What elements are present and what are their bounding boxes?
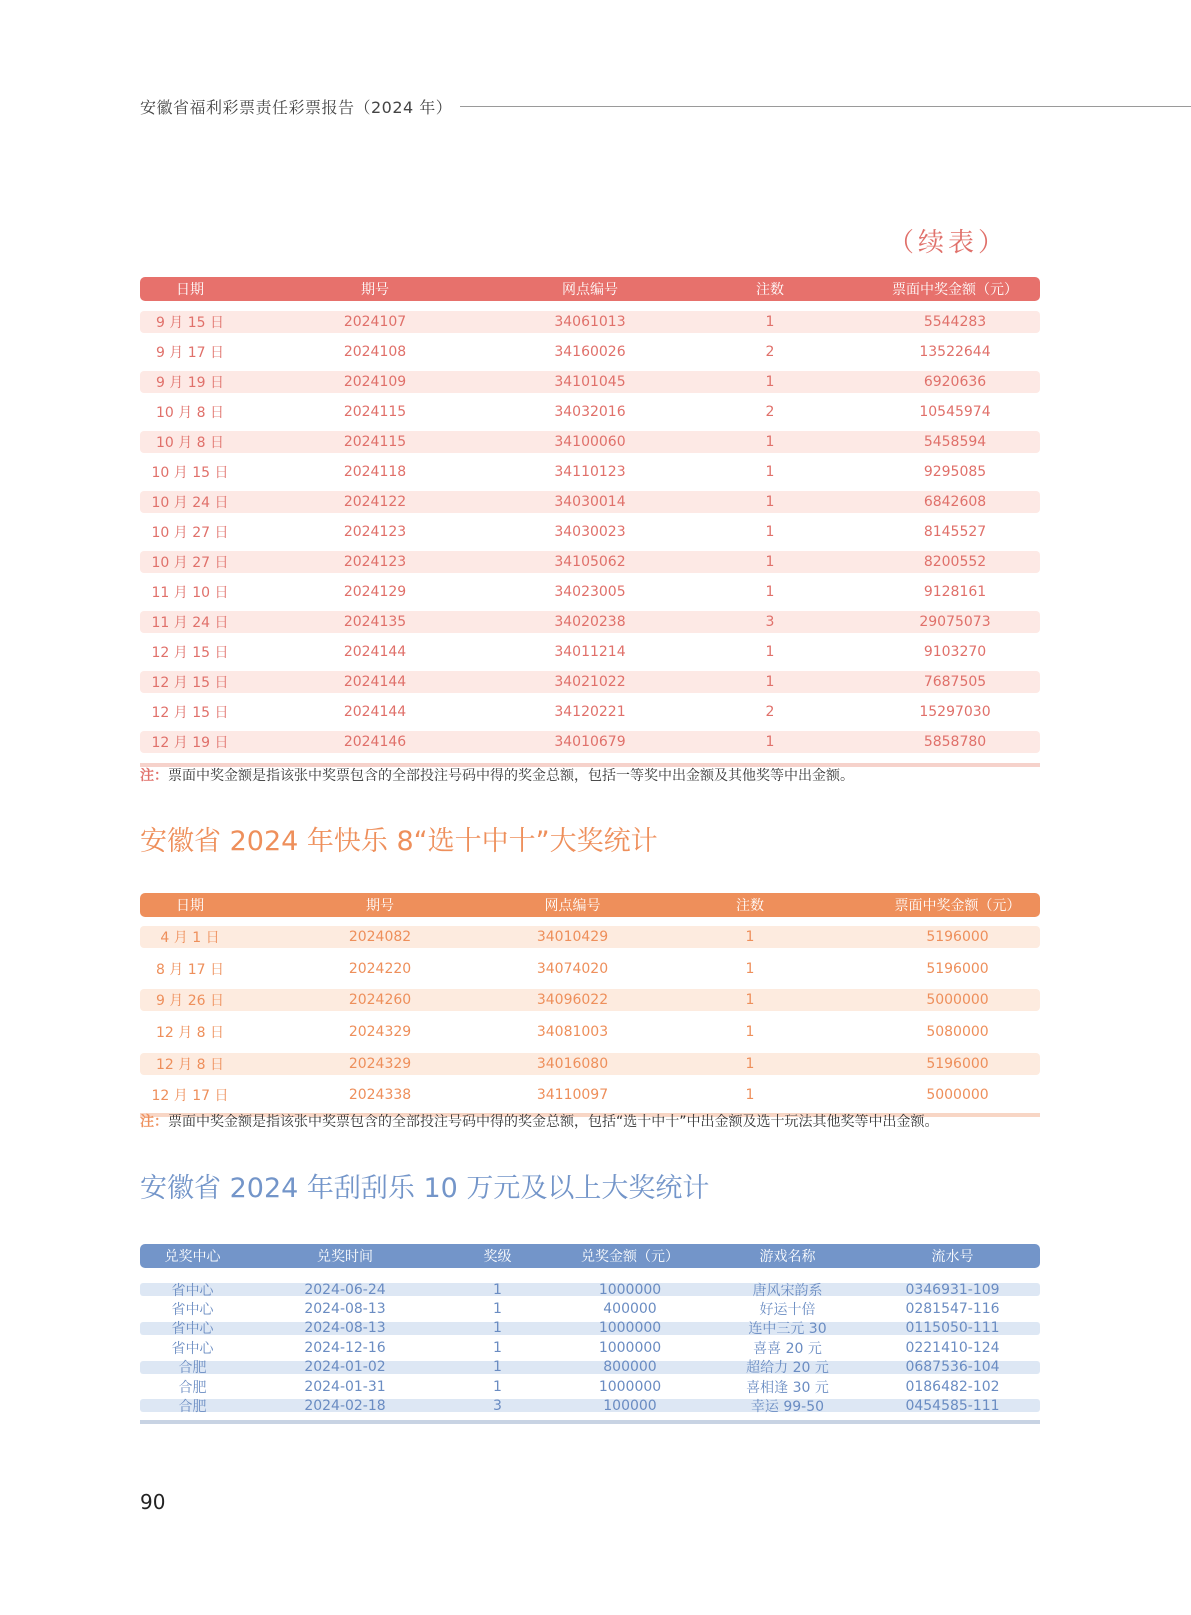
table-cell: 10545974 [919, 404, 991, 420]
table-cell: 8200552 [923, 554, 987, 570]
table-cell: 2024329 [348, 1055, 412, 1072]
table-row [140, 1016, 1040, 1048]
table-cell: 34021022 [554, 674, 626, 690]
table-cell: 34061013 [554, 314, 626, 330]
table-cell: 省中心 [171, 1282, 214, 1299]
table-cell: 10 月 8 日 [155, 435, 225, 451]
table-cell: 34160026 [554, 344, 626, 360]
table-row [140, 487, 1040, 517]
table-continued [140, 277, 1040, 767]
table-row [140, 697, 1040, 727]
table-kl8 [140, 893, 1040, 1117]
table-cell: 1 [493, 1320, 502, 1337]
table-cell: 省中心 [171, 1321, 214, 1338]
table-cell: 2024-01-02 [304, 1359, 386, 1376]
table-body [140, 301, 1040, 757]
table-row [140, 1396, 1040, 1415]
table-cell: 2024144 [343, 704, 407, 720]
table-header [140, 277, 1040, 301]
table-cell: 11 月 24 日 [151, 615, 229, 631]
table-cell: 12 月 15 日 [151, 645, 229, 661]
table-cell: 11 月 10 日 [151, 585, 229, 601]
col-header-amount: 兑奖金额（元） [581, 1249, 679, 1265]
table-cell: 1 [765, 374, 775, 390]
table-cell: 15297030 [919, 704, 991, 720]
table-cell: 34030014 [554, 494, 626, 510]
table-cell: 0687536-104 [905, 1359, 1000, 1376]
table-cell: 1 [765, 674, 775, 690]
table-cell: 34101045 [554, 374, 626, 390]
col-header-center: 兑奖中心 [164, 1249, 221, 1265]
section-title-scratch: 安徽省 2024 年刮刮乐 10 万元及以上大奖统计 [140, 1173, 710, 1204]
table-row [140, 953, 1040, 985]
col-header-outlet: 网点编号 [544, 898, 601, 914]
table-cell: 5458594 [923, 434, 987, 450]
table-cell: 800000 [603, 1359, 657, 1376]
table-bottom-rule [140, 1420, 1040, 1424]
table-row [140, 1338, 1040, 1357]
table-cell: 1000000 [598, 1281, 662, 1298]
table-cell: 9 月 15 日 [155, 315, 225, 331]
col-header-amount: 票面中奖金额（元） [892, 282, 1018, 298]
table-cell: 34110123 [554, 464, 626, 480]
note-text: 票面中奖金额是指该张中奖票包含的全部投注号码中得的奖金总额，包括“选十中十”中出金额及选十玩法其他奖等中出金额。 [168, 1114, 939, 1130]
table-cell: 2024082 [348, 928, 412, 945]
table-cell: 合肥 [178, 1360, 207, 1377]
table-cell: 2 [765, 704, 775, 720]
page-number: 90 [140, 1490, 166, 1514]
table-cell: 5544283 [923, 314, 987, 330]
col-header-outlet: 网点编号 [562, 282, 618, 298]
table-cell: 9 月 26 日 [155, 993, 225, 1010]
table-cell: 1 [765, 554, 775, 570]
table-body [140, 917, 1040, 1111]
table-cell: 34023005 [554, 584, 626, 600]
col-header-issue: 期号 [366, 898, 394, 914]
note-label: 注： [140, 768, 168, 784]
table-cell: 5000000 [926, 1087, 989, 1104]
table-cell: 10 月 8 日 [155, 405, 225, 421]
table-row [140, 727, 1040, 757]
report-title: 安徽省福利彩票责任彩票报告（2024 年） [140, 97, 453, 117]
note-label: 注： [140, 1114, 168, 1130]
table-row [140, 307, 1040, 337]
table-cell: 0346931-109 [905, 1281, 1000, 1298]
table-cell: 34120221 [554, 704, 626, 720]
table-row [140, 517, 1040, 547]
table-row [140, 667, 1040, 697]
table-cell: 10 月 15 日 [151, 465, 229, 481]
col-header-serial: 流水号 [931, 1249, 974, 1265]
table-cell: 合肥 [178, 1399, 207, 1416]
table2-note [140, 1111, 939, 1131]
table-cell: 0115050-111 [905, 1320, 1000, 1337]
table-cell: 1000000 [598, 1339, 662, 1356]
table-cell: 34105062 [554, 554, 626, 570]
table-cell: 2024260 [348, 992, 412, 1009]
table-cell: 34011214 [554, 644, 626, 660]
table-header [140, 893, 1040, 917]
table-cell: 2024329 [348, 1023, 412, 1040]
table-cell: 2024-12-16 [304, 1339, 386, 1356]
table-cell: 超给力 20 元 [746, 1360, 829, 1377]
table-cell: 7687505 [923, 674, 987, 690]
table-cell: 12 月 17 日 [151, 1088, 229, 1105]
table-cell: 2024135 [343, 614, 407, 630]
table-cell: 0281547-116 [905, 1301, 1000, 1318]
table-cell: 10 月 27 日 [151, 525, 229, 541]
col-header-date: 日期 [176, 282, 204, 298]
table-cell: 2024-02-18 [304, 1398, 386, 1415]
table-cell: 9103270 [923, 644, 987, 660]
table-cell: 2024107 [343, 314, 407, 330]
table-cell: 29075073 [919, 614, 991, 630]
table-cell: 2024122 [343, 494, 407, 510]
table-cell: 0221410-124 [905, 1339, 1000, 1356]
table-cell: 0186482-102 [905, 1378, 1000, 1395]
table-cell: 2024129 [343, 584, 407, 600]
table-cell: 5000000 [926, 992, 989, 1009]
table-cell: 2024109 [343, 374, 407, 390]
table-cell: 2024-08-13 [304, 1301, 386, 1318]
table-row [140, 1048, 1040, 1080]
continued-label: （续表） [887, 228, 1008, 258]
table-cell: 5196000 [926, 928, 989, 945]
table-cell: 1 [745, 1055, 755, 1072]
table-cell: 1 [765, 644, 775, 660]
table-cell: 喜相逢 30 元 [746, 1379, 829, 1396]
table-cell: 2024-01-31 [304, 1378, 386, 1395]
col-header-issue: 期号 [361, 282, 389, 298]
table-cell: 9295085 [923, 464, 987, 480]
table-cell: 5080000 [926, 1023, 989, 1040]
col-header-count: 注数 [756, 282, 784, 298]
col-header-game: 游戏名称 [759, 1249, 816, 1265]
table-cell: 2024118 [343, 464, 407, 480]
table-cell: 0454585-111 [905, 1398, 1000, 1415]
table-cell: 2024146 [343, 734, 407, 750]
table-row [140, 337, 1040, 367]
table-cell: 100000 [603, 1398, 657, 1415]
table-cell: 喜喜 20 元 [753, 1340, 822, 1357]
table-row [140, 577, 1040, 607]
table-cell: 34010679 [554, 734, 626, 750]
table-cell: 好运十倍 [759, 1302, 816, 1319]
table-cell: 2024115 [343, 404, 407, 420]
table-cell: 1 [765, 734, 775, 750]
table-cell: 1 [493, 1281, 502, 1298]
table-cell: 400000 [603, 1301, 657, 1318]
table-cell: 2 [765, 344, 775, 360]
col-header-time: 兑奖时间 [317, 1249, 373, 1265]
table-cell: 1 [745, 1087, 755, 1104]
table-cell: 1000000 [598, 1320, 662, 1337]
header-rule [460, 106, 1191, 107]
table-cell: 5858780 [923, 734, 987, 750]
table-cell: 1 [765, 494, 775, 510]
table-cell: 8 月 17 日 [155, 961, 225, 978]
table-cell: 12 月 15 日 [151, 705, 229, 721]
col-header-level: 奖级 [483, 1249, 512, 1265]
table-cell: 2024-08-13 [304, 1320, 386, 1337]
table-cell: 34016080 [536, 1055, 609, 1072]
table-row [140, 1319, 1040, 1338]
table-cell: 2024-06-24 [304, 1281, 386, 1298]
table-cell: 5196000 [926, 960, 989, 977]
table-cell: 6842608 [923, 494, 987, 510]
table-body [140, 1268, 1040, 1416]
table-cell: 连中三元 30 [748, 1321, 827, 1338]
table-row [140, 921, 1040, 953]
table-cell: 13522644 [919, 344, 991, 360]
table-cell: 12 月 8 日 [155, 1056, 225, 1073]
table-row [140, 1079, 1040, 1111]
table-cell: 3 [493, 1398, 502, 1415]
table-row [140, 1280, 1040, 1299]
table-cell: 省中心 [171, 1302, 214, 1319]
table-cell: 1 [765, 524, 775, 540]
table-cell: 合肥 [178, 1379, 207, 1396]
table-row [140, 984, 1040, 1016]
table-cell: 9 月 19 日 [155, 375, 225, 391]
table-cell: 2024123 [343, 524, 407, 540]
table-cell: 34100060 [554, 434, 626, 450]
col-header-date: 日期 [176, 898, 204, 914]
table-row [140, 397, 1040, 427]
table-row [140, 547, 1040, 577]
table-cell: 34074020 [536, 960, 609, 977]
table-row [140, 1299, 1040, 1318]
table-cell: 4 月 1 日 [160, 929, 220, 946]
table-cell: 1 [493, 1359, 502, 1376]
table-cell: 12 月 8 日 [155, 1024, 225, 1041]
table-cell: 10 月 27 日 [151, 555, 229, 571]
table-cell: 1 [745, 928, 755, 945]
table-cell: 1 [745, 992, 755, 1009]
table-row [140, 367, 1040, 397]
table-cell: 12 月 15 日 [151, 675, 229, 691]
table-cell: 2024123 [343, 554, 407, 570]
table-cell: 1 [765, 584, 775, 600]
table1-note [140, 765, 854, 785]
note-text: 票面中奖金额是指该张中奖票包含的全部投注号码中得的奖金总额，包括一等奖中出金额及其他奖等中出金额。 [168, 768, 854, 784]
table-cell: 1 [765, 314, 775, 330]
table-cell: 1 [745, 1023, 755, 1040]
table-cell: 12 月 19 日 [151, 735, 229, 751]
table-cell: 1 [745, 960, 755, 977]
table-cell: 8145527 [923, 524, 987, 540]
table-cell: 2024220 [348, 960, 412, 977]
table-cell: 34096022 [536, 992, 609, 1009]
table-cell: 2024108 [343, 344, 407, 360]
table-cell: 3 [765, 614, 775, 630]
col-header-amount: 票面中奖金额（元） [894, 898, 1021, 914]
table-cell: 5196000 [926, 1055, 989, 1072]
col-header-count: 注数 [736, 898, 764, 914]
table-cell: 省中心 [171, 1340, 214, 1357]
table-cell: 2024115 [343, 434, 407, 450]
table-row [140, 1377, 1040, 1396]
table-cell: 2024144 [343, 644, 407, 660]
table-cell: 34110097 [536, 1087, 609, 1104]
table-cell: 2 [765, 404, 775, 420]
table-row [140, 427, 1040, 457]
table-cell: 34081003 [536, 1023, 609, 1040]
table-cell: 2024338 [348, 1087, 412, 1104]
running-header [140, 96, 1191, 116]
table-cell: 2024144 [343, 674, 407, 690]
table-cell: 34010429 [536, 928, 609, 945]
table-row [140, 1358, 1040, 1377]
table-cell: 34020238 [554, 614, 626, 630]
table-cell: 幸运 99-50 [750, 1399, 825, 1416]
table-scratch [140, 1244, 1040, 1424]
table-cell: 1 [493, 1339, 502, 1356]
table-cell: 1 [765, 464, 775, 480]
table-cell: 唐风宋韵系 [752, 1282, 823, 1299]
table-header [140, 1244, 1040, 1268]
table-row [140, 637, 1040, 667]
table-cell: 34030023 [554, 524, 626, 540]
table-cell: 9 月 17 日 [155, 345, 225, 361]
table-cell: 9128161 [923, 584, 987, 600]
table-cell: 34032016 [554, 404, 626, 420]
section-title-kl8: 安徽省 2024 年快乐 8“选十中十”大奖统计 [140, 826, 658, 857]
table-cell: 10 月 24 日 [151, 495, 229, 511]
table-cell: 6920636 [923, 374, 987, 390]
table-row [140, 607, 1040, 637]
table-cell: 1 [493, 1301, 502, 1318]
table-cell: 1000000 [598, 1378, 662, 1395]
table-row [140, 457, 1040, 487]
table-cell: 1 [765, 434, 775, 450]
table-cell: 1 [493, 1378, 502, 1395]
